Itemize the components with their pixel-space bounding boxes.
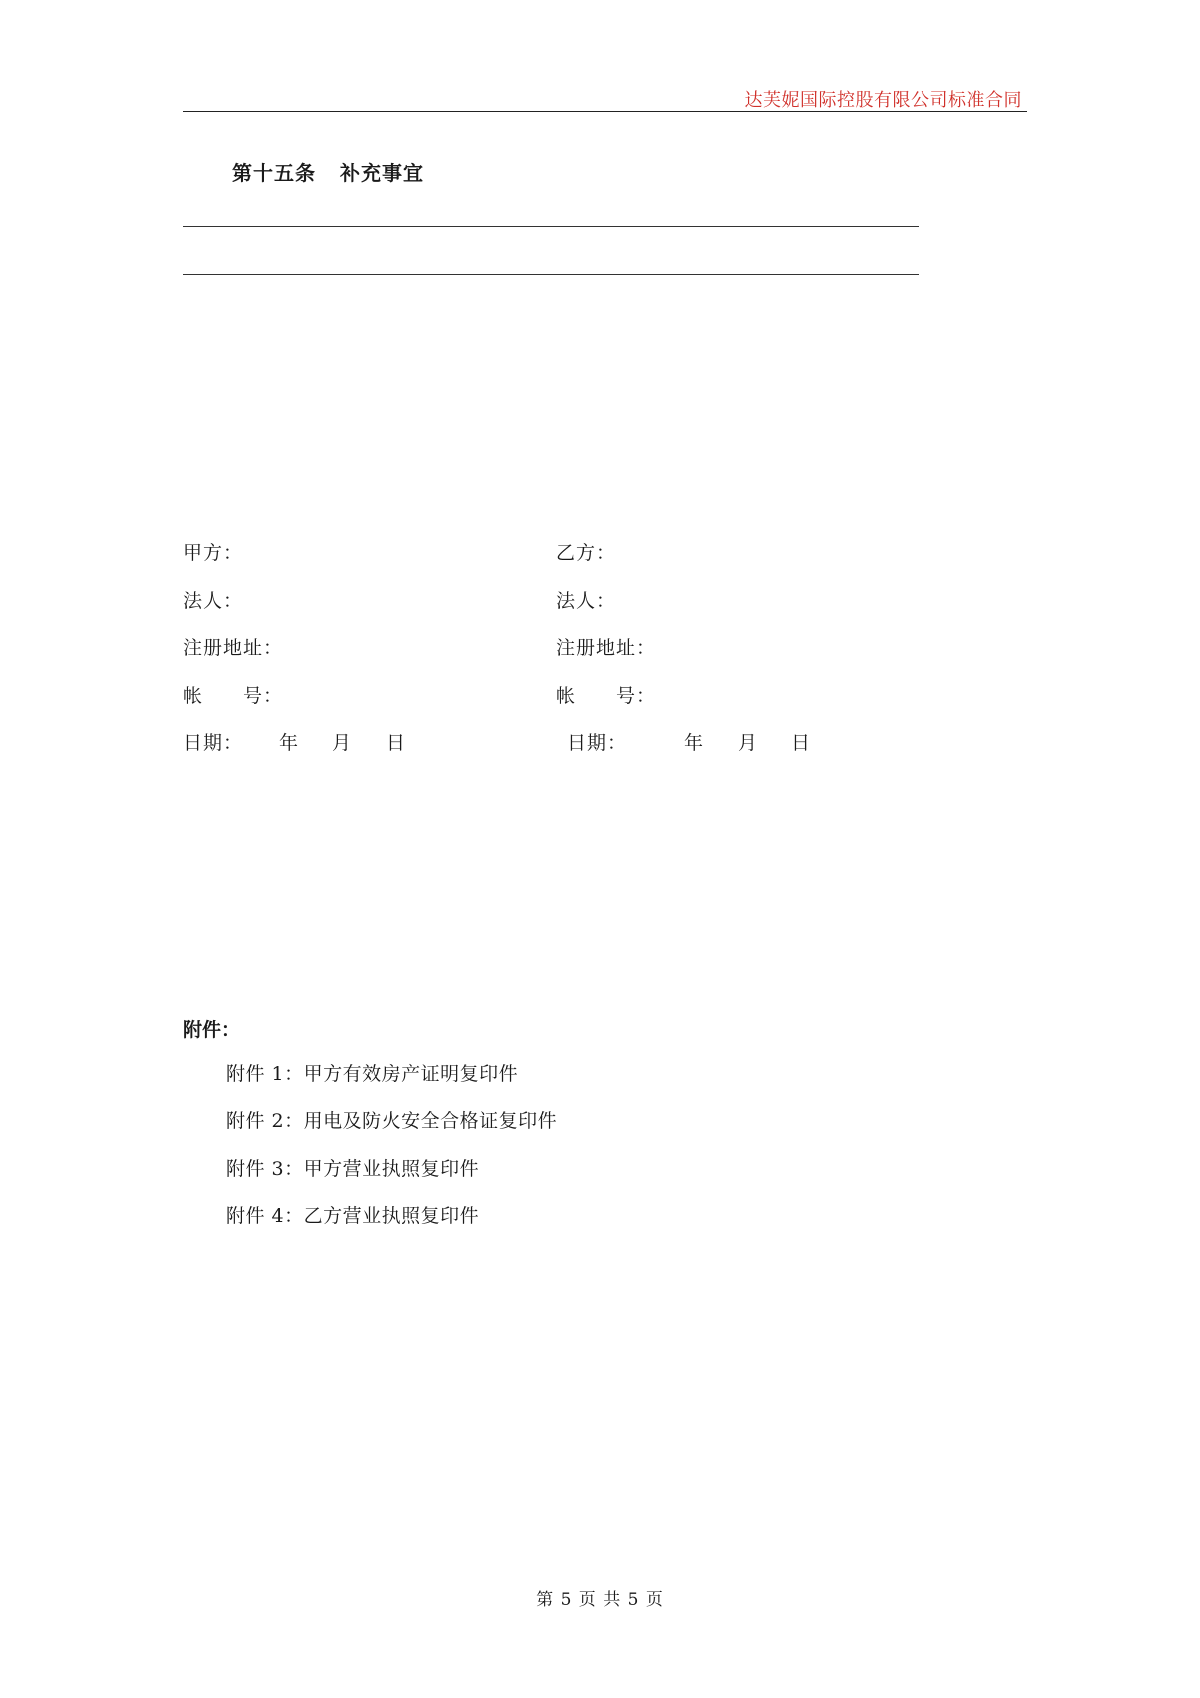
party-b-year: 年 <box>684 732 705 754</box>
header-company-contract: 达芙妮国际控股有限公司标准合同 <box>744 90 1022 111</box>
party-a-year: 年 <box>279 732 300 754</box>
party-b-day: 日 <box>791 732 812 754</box>
article-heading <box>232 157 424 186</box>
attachment-item-2: 附件 2：用电及防火安全合格证复印件 <box>226 1110 558 1132</box>
attachments-title: 附件： <box>183 1019 241 1041</box>
party-a-legal-label: 法人： <box>183 590 244 612</box>
party-b-month: 月 <box>738 732 759 754</box>
party-a-name-label: 甲方： <box>183 542 244 564</box>
fill-in-line-1 <box>183 226 919 227</box>
party-a-account-label: 帐 号： <box>183 685 284 707</box>
article-title: 补充事宜 <box>340 161 424 185</box>
fill-in-line-2 <box>183 274 919 275</box>
party-b-date-label: 日期： <box>567 732 628 754</box>
party-a-date-label: 日期： <box>183 732 244 754</box>
party-b-account-label: 帐 号： <box>556 685 657 707</box>
page-number-footer: 第 5 页 共 5 页 <box>536 1590 664 1610</box>
party-b-name-label: 乙方： <box>556 542 617 564</box>
attachment-item-1: 附件 1：甲方有效房产证明复印件 <box>226 1063 519 1085</box>
article-number: 第十五条 <box>232 161 316 185</box>
party-b-address-label: 注册地址： <box>556 637 657 659</box>
header-rule <box>183 111 1027 112</box>
attachment-item-3: 附件 3：甲方营业执照复印件 <box>226 1158 480 1180</box>
party-a-month: 月 <box>332 732 353 754</box>
party-a-address-label: 注册地址： <box>183 637 284 659</box>
attachment-item-4: 附件 4：乙方营业执照复印件 <box>226 1205 480 1227</box>
party-a-day: 日 <box>386 732 407 754</box>
party-b-legal-label: 法人： <box>556 590 617 612</box>
